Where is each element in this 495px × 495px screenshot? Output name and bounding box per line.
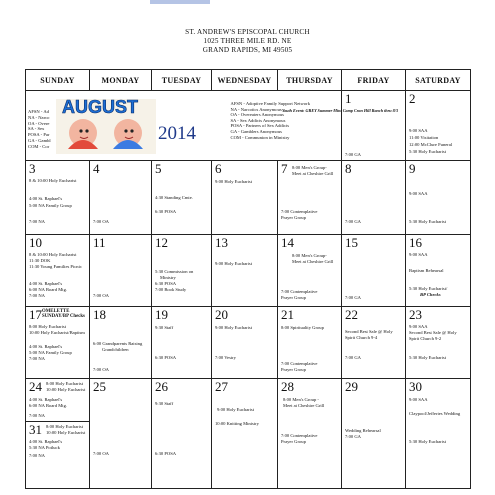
youth-event-note: Youth Event: GREY Summer Mini Camp Cran Hill Ranch thru 8/3 [282,108,398,113]
event: 7:00 OA [93,219,109,224]
day-number: 17 [29,307,42,322]
event: 9:00 Holy Eucharist [217,407,254,412]
church-name: ST. ANDREW'S EPISCOPAL CHURCH [185,28,310,36]
event: 7:00 Contemplative [281,361,318,366]
event: 8:00 Holy Eucharist [46,381,83,386]
day-cell-26[interactable] [152,379,212,489]
event: Prayer Group [281,439,306,444]
day-number: 8 [345,161,352,176]
day-number: 26 [155,379,168,394]
day-number: 16 [409,235,422,250]
day-number: 15 [345,235,358,250]
event: 7:00 Book Study [155,287,187,292]
event: 6:00 Grandparents Raising [93,341,143,346]
event: 9:30 Staff [155,325,174,330]
event: 5:00 NA Family Group [29,203,72,208]
event: Meet at Cheshire Grill [292,171,334,176]
event: 10:00 Holy Eucharist [46,387,86,392]
event: 5:30 Holy Eucharist [409,439,446,444]
event: 4:00 St. Raphael's [29,281,63,286]
day-cell-3[interactable] [26,161,90,235]
day-cell-22[interactable] [342,307,406,379]
day-cell-20[interactable] [212,307,278,379]
event: 7:00 Contemplative [281,289,318,294]
day-cell-16[interactable] [406,235,471,307]
event: 8 & 10:00 Holy Eucharist [29,252,77,257]
day-cell-12[interactable] [152,235,212,307]
day-cell-8[interactable] [342,161,406,235]
event: 11:30 DOK [29,258,51,263]
day-number: 13 [215,235,228,250]
event: 6:00 NA Board Mtg. [29,403,68,408]
event: BP Checks [420,292,441,297]
church-header [0,28,495,55]
event: 10:00 Holy Eucharist [46,430,86,435]
event: 8:00 Spirituality Group [281,325,324,330]
event: Spirit Church 9-4 [345,335,378,340]
day-cell-28[interactable] [278,379,342,489]
event: 7:00 OA [93,367,109,372]
event: 8:00 Men's Group- [292,253,327,258]
day-cell-6[interactable] [212,161,278,235]
event: 5:30 Holy Eucharist [409,149,446,154]
day-number: 21 [281,307,294,322]
day-number: 1 [345,91,352,106]
day-cell-14[interactable] [278,235,342,307]
event: 4:00 St. Raphael's [29,439,63,444]
event: 7:00 GA [345,434,361,439]
event: 9:00 SAA [409,397,428,402]
day-cell-30[interactable] [406,379,471,489]
event: Baptism Rehearsal [409,268,444,273]
event: 8:00 Holy Eucharist [46,424,83,429]
year-label: 2014 [158,123,196,144]
event: Prayer Group [281,215,306,220]
event: 7:00 Contemplative [281,433,318,438]
event: 4:30 Standing Cmte. [155,195,193,200]
day-number: 20 [215,307,228,322]
day-cell-29[interactable] [342,379,406,489]
event: 6:30 POSA [155,451,177,456]
day-number: 5 [155,161,162,176]
event: 7:00 NA [29,453,45,458]
weekday-saturday: SATURDAY [406,70,471,91]
event: Grandchildren [102,347,129,352]
event: 6:30 POSA [155,209,177,214]
month-title-cell [26,91,212,161]
event: 7:00 Vestry [215,355,236,360]
event: 9:00 SAA [409,128,428,133]
event: Spirit Church 9-2 [409,336,442,341]
event: 5:30 Holy Eucharist/ [409,286,448,291]
day-cell-2[interactable] [406,91,471,161]
event: 7:00 GA [345,295,361,300]
weekday-wednesday: WEDNESDAY [212,70,278,91]
event: 5:30 Holy Eucharist [409,355,446,360]
event: 6:00 NA Board Mtg. [29,287,68,292]
event: 8:00 Men's Group- [292,165,327,170]
day-number: 7 [281,161,288,176]
weekday-friday: FRIDAY [342,70,406,91]
calendar-grid [25,69,471,489]
august-banner-text: AUGUST [62,97,138,117]
day-cell-25[interactable] [90,379,152,489]
event: Meet at Cheshire Grill [283,403,325,408]
day-number: 10 [29,235,42,250]
day-cell-17[interactable] [26,307,90,379]
event: Claypool/Jefferies Wedding [409,411,461,416]
day-cell-9[interactable] [406,161,471,235]
event: 5:30 NA Potluck [29,445,60,450]
day-number: 12 [155,235,168,250]
day-number: 6 [215,161,222,176]
event: 9:00 Holy Eucharist [215,261,252,266]
day-cell-23[interactable] [406,307,471,379]
day-cell-13[interactable] [212,235,278,307]
day-number: 24 [29,379,42,394]
event: 9:30 Staff [155,401,174,406]
august-cartoon-banner [48,91,168,161]
day-number: 29 [345,379,358,394]
abbrev-legend-full: AFSN - Adoptive Family Support Network NA - Narcotics Anonymous OA - Overeaters Anonymous SA - Sex Addicts Anonymous POSA - Partners of Sex Addicts GA - Gamblers Anonymous COM - Communion in Ministry [230,101,310,140]
day-number: 30 [409,379,422,394]
event: 7:00 OA [93,451,109,456]
event: Wedding Rehearsal [345,428,381,433]
event: 7:00 OA [93,293,109,298]
day-cell-15[interactable] [342,235,406,307]
event: 6:30 POSA [155,281,177,286]
day-number: 11 [93,235,106,250]
day-number: 3 [29,161,36,176]
event: 5:30 Holy Eucharist [409,219,446,224]
day-cell-11[interactable] [90,235,152,307]
event: 11:30 Young Families Picnic [29,264,82,269]
weekday-tuesday: TUESDAY [152,70,212,91]
omelette-sunday-title: OMELETTE SUNDAY/BP Checks [42,309,85,320]
weekday-thursday: THURSDAY [278,70,342,91]
abbrev-legend-short: AFSN - Ad NA - Narco OA - Overe SA - Sex POSA - Par GA - Gambl COM - Cor [28,109,51,149]
event: 4:00 St. Raphael's [29,344,63,349]
day-cell-18[interactable] [90,307,152,379]
day-number: 2 [409,91,416,106]
day-cell-5[interactable] [152,161,212,235]
day-number: 14 [281,235,294,250]
event: 7:00 GA [345,219,361,224]
event: 9:00 Holy Eucharist [215,179,252,184]
event: 11:00 Visitation [409,135,439,140]
day-cell-21[interactable] [278,307,342,379]
event: 7:00 Contemplative [281,209,318,214]
event: Prayer Group [281,367,306,372]
day-cell-27[interactable] [212,379,278,489]
top-edge-mark [150,0,210,4]
event: 9:00 Holy Eucharist [215,325,252,330]
weekday-monday: MONDAY [90,70,152,91]
event: 9:00 SAA [409,324,428,329]
day-cell-7[interactable] [278,161,342,235]
day-number: 28 [281,379,294,394]
event: 10:00 Holy Eucharist/Baptism [29,330,85,335]
event: Ministry [160,275,176,280]
event: 7:00 GA [345,355,361,360]
day-cell-19[interactable] [152,307,212,379]
day-number: 19 [155,307,168,322]
event: 5:30 Commission on [155,269,194,274]
event: 6:30 POSA [155,355,177,360]
event: 8:00 Men's Group - [283,397,319,402]
day-number: 9 [409,161,416,176]
event: 7:00 NA [29,356,45,361]
event: 7:00 NA [29,413,45,418]
day-number: 4 [93,161,100,176]
event: Prayer Group [281,295,306,300]
event: 10:00 Knitting Ministry [215,421,259,426]
event: Meet at Cheshire Grill [292,259,334,264]
event: 9:00 SAA [409,191,428,196]
day-cell-1[interactable] [282,91,406,161]
legend-cell [212,91,342,161]
event: 7:00 GA [345,152,361,157]
day-cell-24-31[interactable] [26,379,90,489]
event: Second Best Sale @ Holy [409,330,457,335]
event: 9:00 SAA [409,252,428,257]
day-number: 18 [93,307,106,322]
day-number: 22 [345,307,358,322]
event: 7:00 NA [29,293,45,298]
day-number: 31 [29,422,42,437]
church-city: GRAND RAPIDS, MI 49505 [202,46,293,54]
day-number: 27 [215,379,228,394]
day-number: 23 [409,307,422,322]
event: 4:00 St. Raphael's [29,196,63,201]
day-cell-4[interactable] [90,161,152,235]
day-number: 25 [93,379,106,394]
event: 8 & 10:00 Holy Eucharist [29,178,77,183]
day-cell-10[interactable] [26,235,90,307]
event: Second Best Sale @ Holy [345,329,393,334]
event: 12:00 McClure Funeral [409,142,453,147]
event: 5:00 NA Family Group [29,350,72,355]
event: 7:00 NA [29,219,45,224]
event: 4:00 St. Raphael's [29,397,63,402]
weekday-sunday: SUNDAY [26,70,90,91]
church-address: 1025 THREE MILE RD. NE [203,37,292,45]
event: 8:00 Holy Eucharist [29,324,66,329]
